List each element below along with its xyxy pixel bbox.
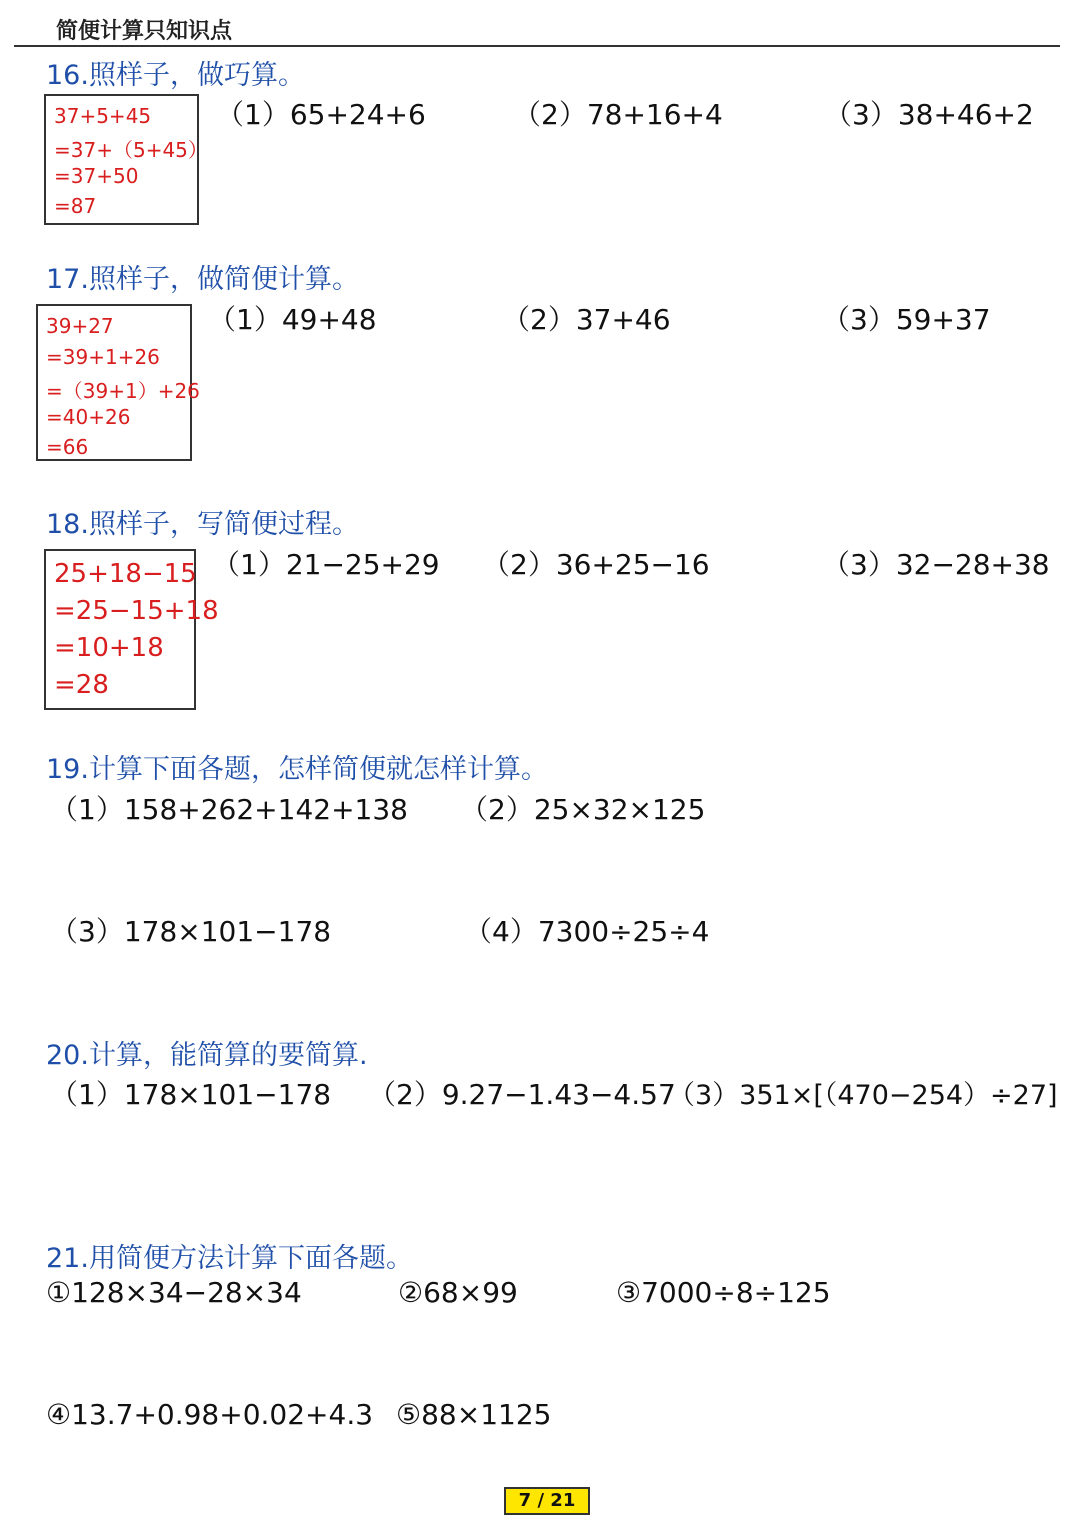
section-17-problem-2: （2）37+46 [502, 303, 671, 336]
section-18-problem-2: （2）36+25−16 [482, 548, 710, 581]
example-line: =37+50 [54, 164, 139, 188]
section-18-problem-1: （1）21−25+29 [212, 548, 440, 581]
example-line: 37+5+45 [54, 104, 152, 128]
section-20-problem-2: （2）9.27−1.43−4.57 [368, 1078, 676, 1111]
section-16-problem-2: （2）78+16+4 [513, 98, 723, 131]
section-19-title: 19.计算下面各题，怎样简便就怎样计算。 [46, 754, 548, 785]
example-line: =28 [54, 670, 109, 700]
section-21-problem-5: ⑤88×1125 [396, 1398, 552, 1431]
header-divider [14, 45, 1060, 47]
section-18-example-box [44, 549, 219, 710]
section-20-title: 20.计算，能简算的要简算. [46, 1040, 368, 1071]
page-number-badge: 7 / 21 [504, 1487, 590, 1515]
section-17-problem-3: （3）59+37 [822, 303, 991, 336]
section-16-example-box [44, 94, 208, 225]
section-17-example-box [36, 304, 200, 461]
document-header-title: 简便计算只知识点 [56, 18, 233, 44]
section-19-problem-4: （4）7300÷25÷4 [464, 915, 710, 948]
section-16-problem-3: （3）38+46+2 [824, 98, 1034, 131]
section-21-problem-1: ①128×34−28×34 [46, 1276, 302, 1309]
example-line: =66 [46, 435, 89, 459]
section-21-title: 21.用简便方法计算下面各题。 [46, 1243, 413, 1274]
section-19-problem-1: （1）158+262+142+138 [50, 793, 408, 826]
example-line: =87 [54, 194, 97, 218]
section-17-problem-1: （1）49+48 [208, 303, 377, 336]
section-16-problem-1: （1）65+24+6 [216, 98, 426, 131]
example-line: =40+26 [46, 405, 131, 429]
section-19-problem-2: （2）25×32×125 [460, 793, 706, 826]
section-17-title: 17.照样子，做简便计算。 [46, 264, 359, 295]
example-line: =37+（5+45） [54, 138, 208, 162]
section-20-problem-3: （3）351×[（470−254）÷27] [668, 1080, 1058, 1111]
example-line: =25−15+18 [54, 596, 219, 626]
section-16-title: 16.照样子，做巧算。 [46, 60, 305, 91]
example-line: =39+1+26 [46, 345, 160, 369]
example-line: 39+27 [46, 314, 114, 338]
section-21-problem-4: ④13.7+0.98+0.02+4.3 [46, 1398, 374, 1431]
section-21-problem-2: ②68×99 [398, 1276, 518, 1309]
example-line: 25+18−15 [54, 559, 197, 589]
section-19-problem-3: （3）178×101−178 [50, 915, 332, 948]
section-18-problem-3: （3）32−28+38 [822, 548, 1050, 581]
example-line: =10+18 [54, 633, 164, 663]
example-line: =（39+1）+26 [46, 379, 200, 403]
section-21-problem-3: ③7000÷8÷125 [616, 1276, 831, 1309]
section-20-problem-1: （1）178×101−178 [50, 1078, 332, 1111]
section-18-title: 18.照样子，写简便过程。 [46, 509, 359, 540]
